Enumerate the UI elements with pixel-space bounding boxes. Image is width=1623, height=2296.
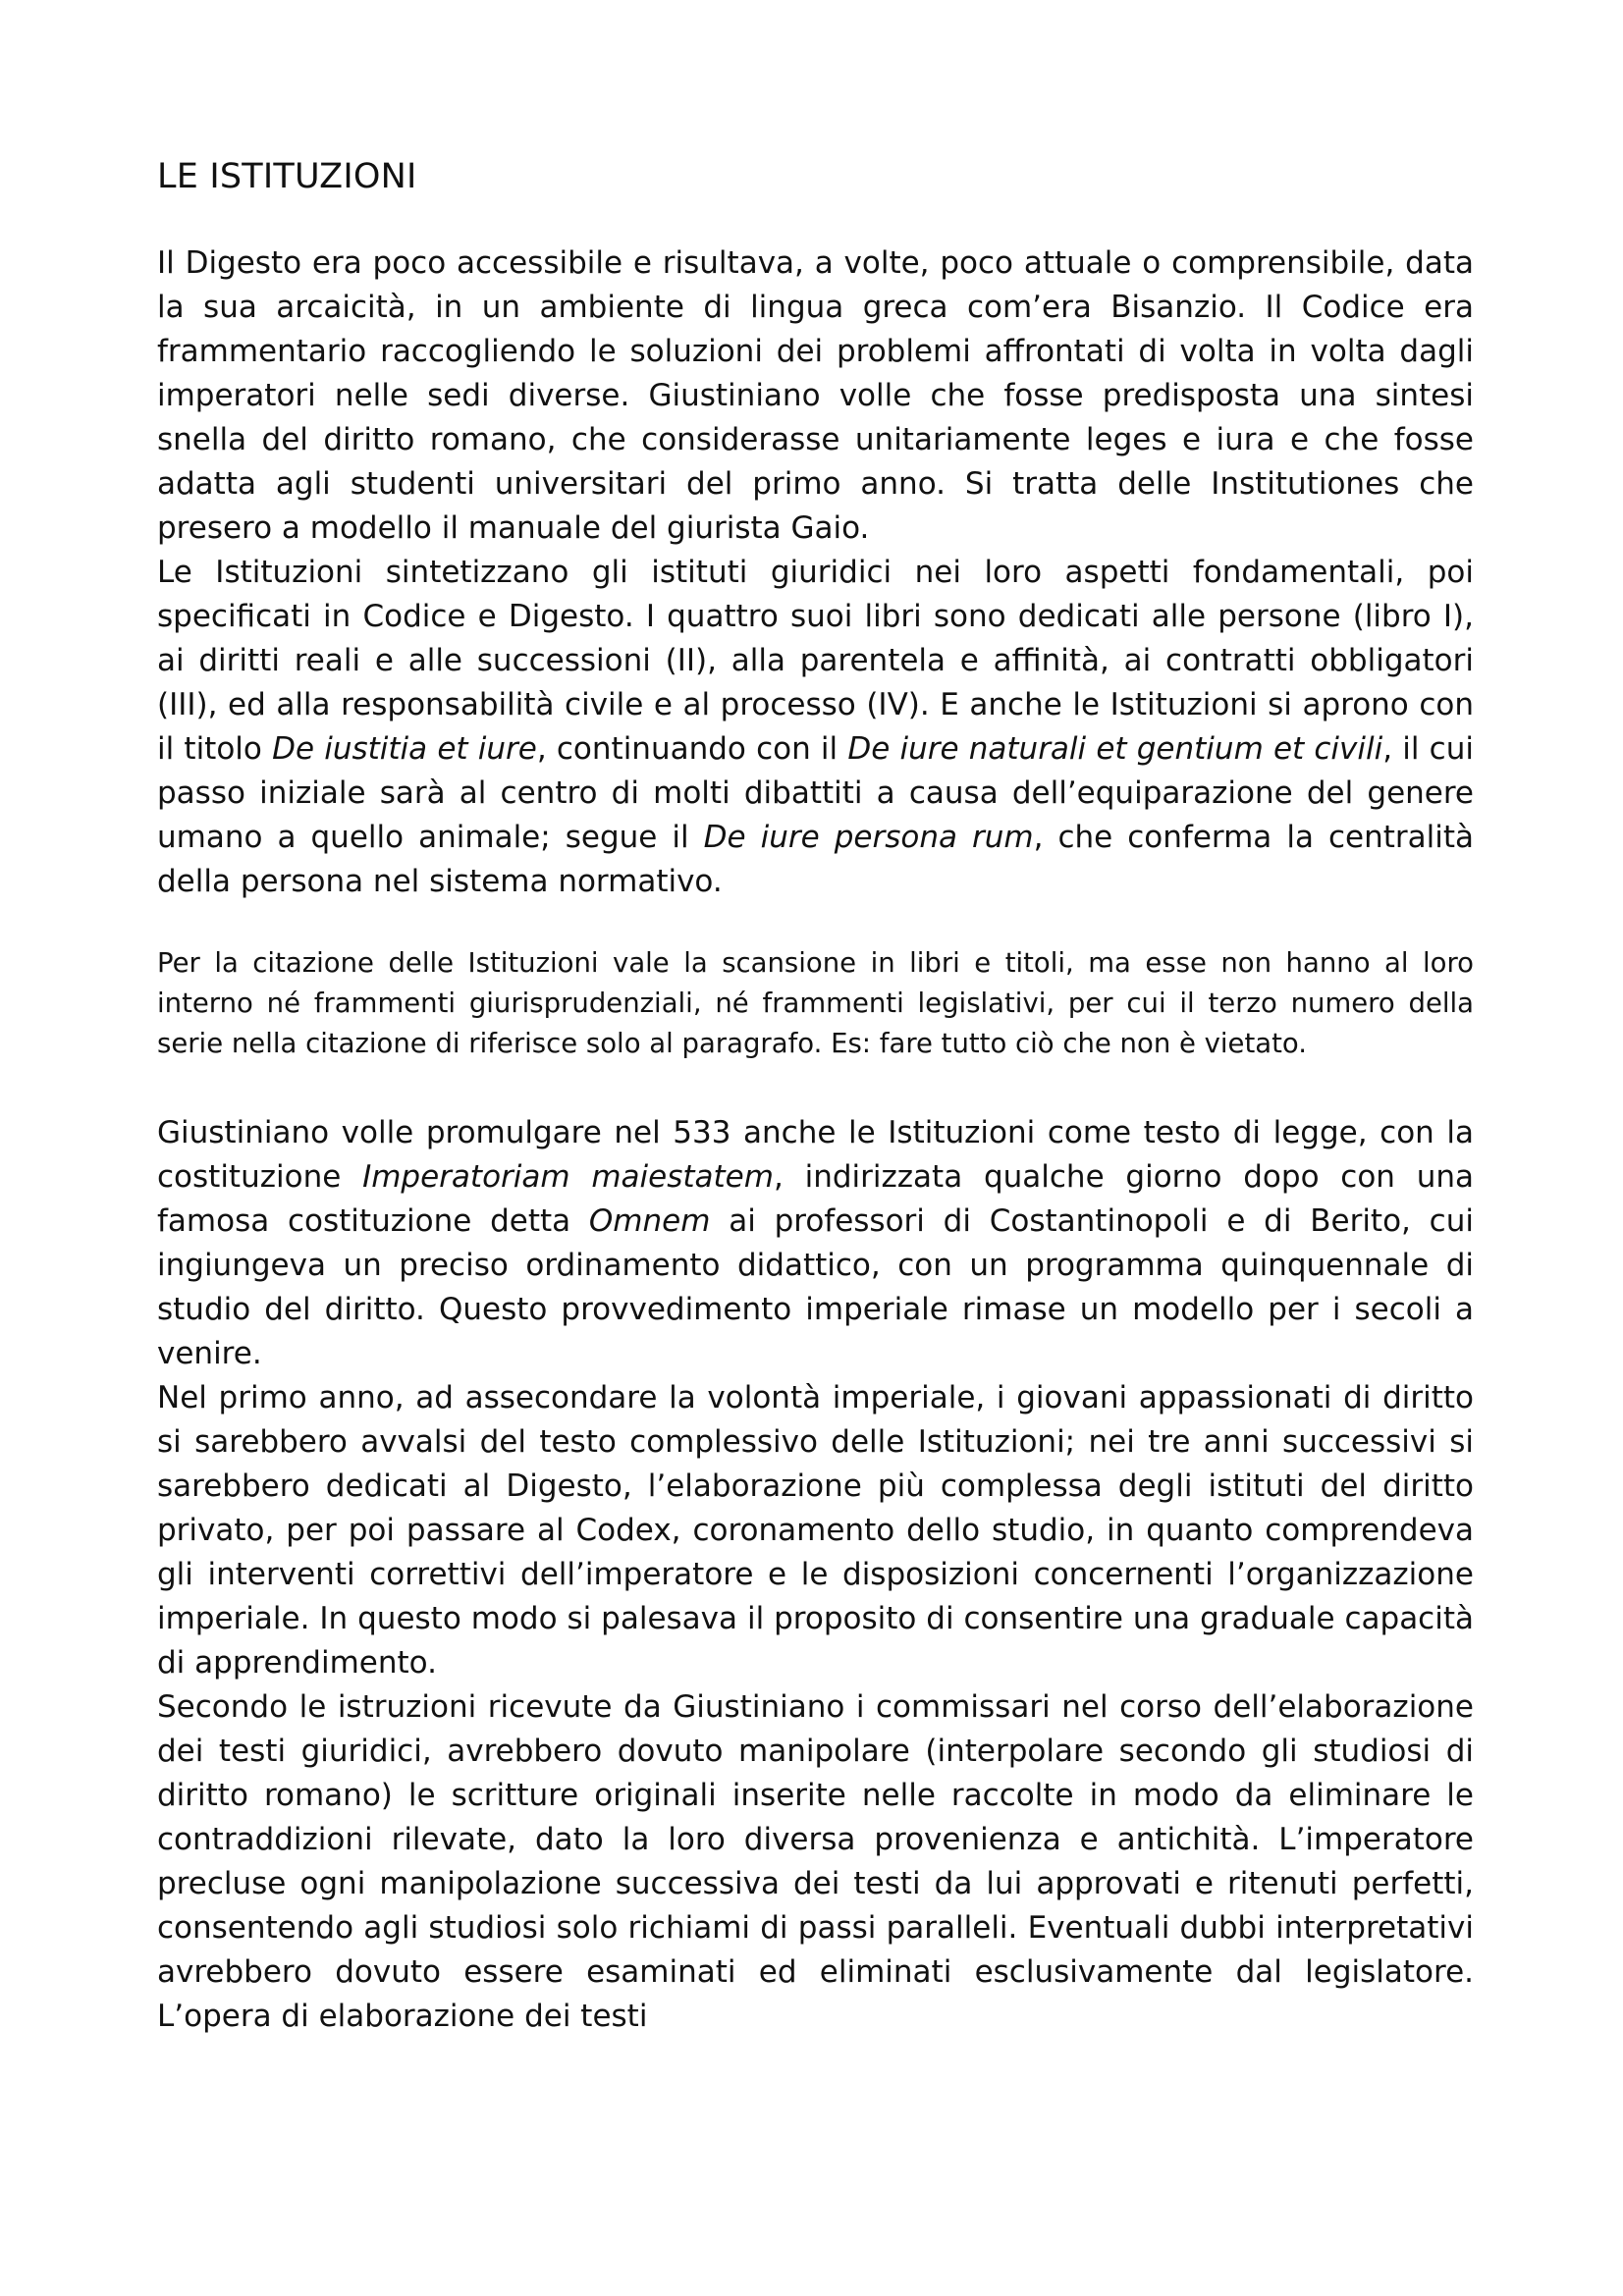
text-run: Le Istituzioni sintetizzano gli istituti giuridici nei loro aspetti fondamentali, poi specificati in Codice e Digesto. I quattro suoi libri sono dedicati alle persone (libro I), ai diritti reali e alle successioni (II), alla parentela e affinità, ai contratti obbligatori (III), ed alla responsabilità civile e al processo (IV). E anche le Istituzioni si aprono con il titolo [157, 555, 1474, 767]
text-run: , il cui passo iniziale sarà al centro di molti dibattiti a causa dell’equiparazione del genere umano a quello animale; segue il [157, 731, 1474, 855]
paragraph-interpolation: Secondo le istruzioni ricevute da Giustiniano i commissari nel corso dell’elaborazione dei testi giuridici, avrebbero dovuto manipolare (interpolare secondo gli studiosi di diritto romano) le scritture originali inserite nelle raccolte in modo da eliminare le contraddizioni rilevate, dato la loro diversa provenienza e antichità. L’imperatore precluse ogni manipolazione successiva dei testi da lui approvati e ritenuti perfetti, consentendo agli studiosi solo richiami di passi paralleli. Eventuali dubbi interpretativi avrebbero dovuto essere esaminati ed eliminati esclusivamente dal legislatore. L’opera di elaborazione dei testi [157, 1689, 1474, 2034]
citation-note: Per la citazione delle Istituzioni vale la scansione in libri e titoli, ma esse non hanno al loro interno né frammenti giurisprudenziali, né frammenti legislativi, per cui il terzo numero della serie nella citazione di riferisce solo al paragrafo. Es: fare tutto ciò che non è vietato. [157, 947, 1474, 1059]
italic-imperatoriam-maiestatem: Imperatoriam maiestatem [362, 1159, 774, 1195]
italic-title-de-iure-personarum: De iure persona rum [703, 820, 1034, 855]
italic-title-de-iustitia: De iustitia et iure [272, 731, 537, 767]
paragraph-istituzioni-structure [157, 551, 1474, 904]
page-content [157, 155, 1474, 2039]
text-run: ai professori di Costantinopoli e di Berito, cui ingiungeva un preciso ordinamento didattico, con un programma quinquennale di studio del diritto. Questo provvedimento imperiale rimase un modello per i secoli a venire. [157, 1203, 1474, 1371]
text-run: , continuando con il [536, 731, 848, 767]
page-title: LE ISTITUZIONI [157, 157, 417, 196]
paragraph-study-program: Nel primo anno, ad assecondare la volontà imperiale, i giovani appassionati di diritto si sarebbero avvalsi del testo complessivo delle Istituzioni; nei tre anni successivi si sarebbero dedicati al Digesto, l’elaborazione più complessa degli istituti del diritto privato, per poi passare al Codex, coronamento dello studio, in quanto comprendeva gli interventi correttivi dell’imperatore e le disposizioni concernenti l’organizzazione imperiale. In questo modo si palesava il proposito di consentire una graduale capacità di apprendimento. [157, 1380, 1474, 1681]
text-run: Giustiniano volle promulgare nel 533 anche le Istituzioni come testo di legge, con la costituzione [157, 1115, 1474, 1195]
italic-omnem: Omnem [588, 1203, 711, 1239]
italic-title-de-iure-naturali: De iure naturali et gentium et civili [847, 731, 1383, 767]
paragraph-digesto-intro: Il Digesto era poco accessibile e risultava, a volte, poco attuale o comprensibile, data la sua arcaicità, in un ambiente di lingua greca com’era Bisanzio. Il Codice era frammentario raccogliendo le soluzioni dei problemi affrontati di volta in volta dagli imperatori nelle sedi diverse. Giustiniano volle che fosse predisposta una sintesi snella del diritto romano, che considerasse unitariamente leges e iura e che fosse adatta agli studenti universitari del primo anno. Si tratta delle Institutiones che presero a modello il manuale del giurista Gaio. [157, 245, 1474, 546]
text-run: , indirizzata qualche giorno dopo con una famosa costituzione detta [157, 1159, 1475, 1239]
paragraph-promulgation [157, 1111, 1474, 1376]
text-run: , che conferma la centralità della persona nel sistema normativo. [157, 820, 1475, 899]
